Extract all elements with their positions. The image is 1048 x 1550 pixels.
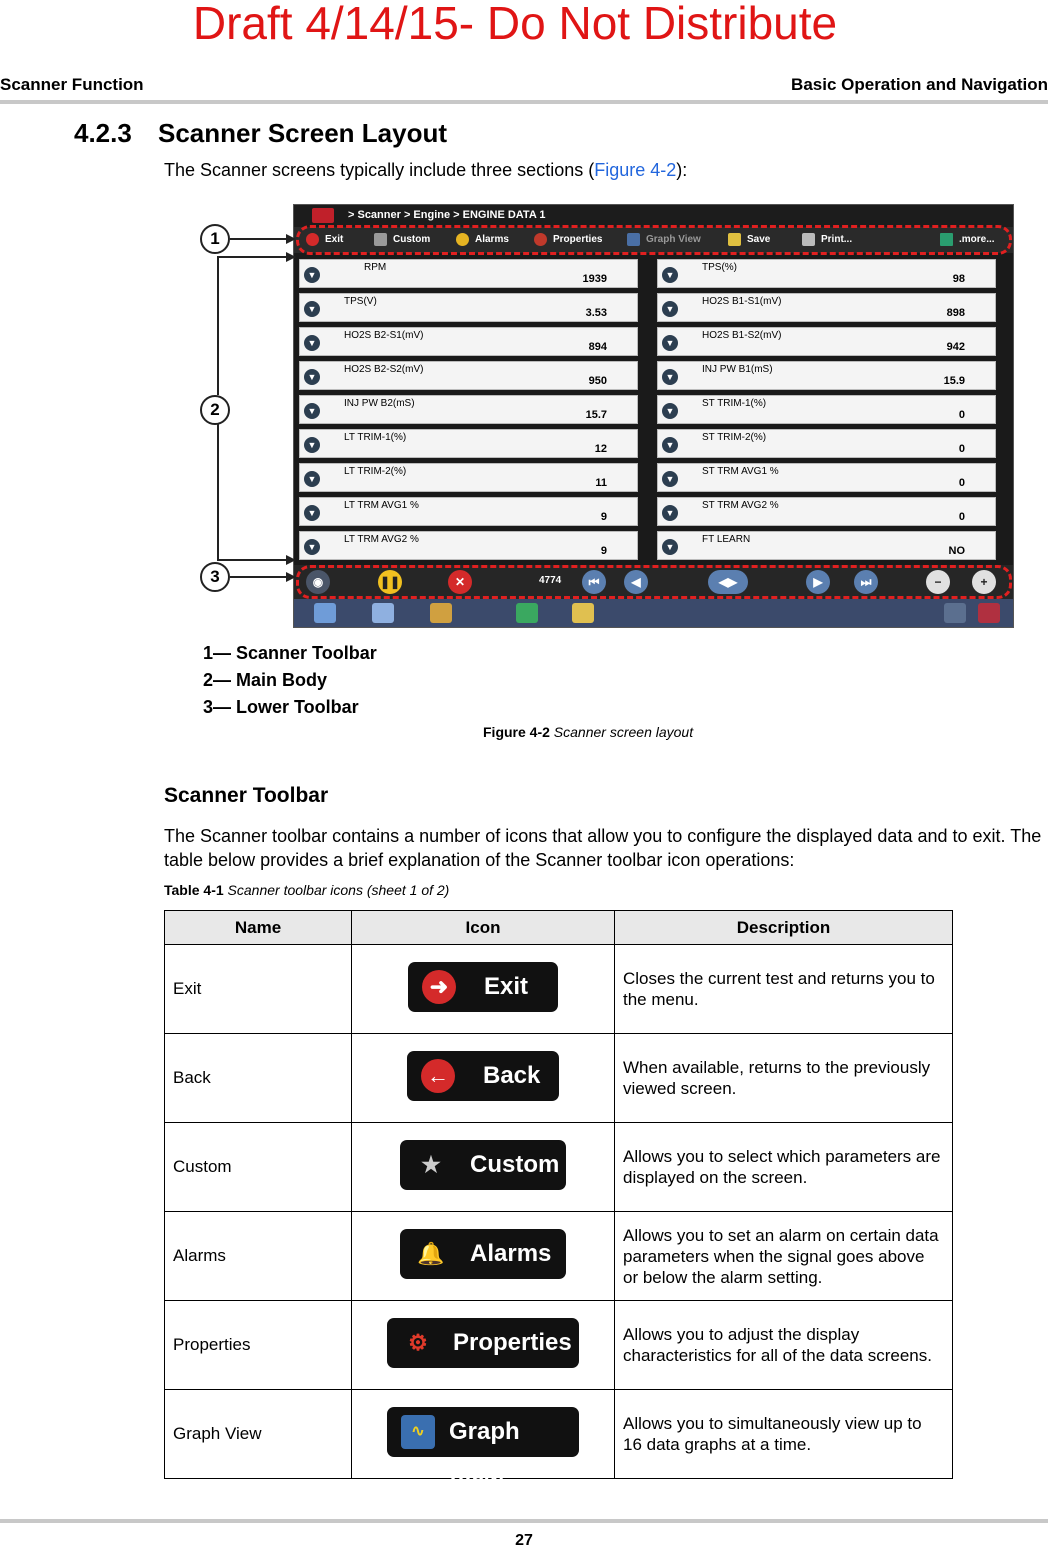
param-name: HO2S B2-S2(mV): [344, 364, 424, 375]
row-icon-cell: [352, 1123, 615, 1212]
param-value: 15.7: [585, 409, 607, 421]
row-description: Allows you to adjust the display characteristics for all of the data screens.: [615, 1301, 953, 1390]
row-name: Custom: [165, 1123, 352, 1212]
chevron-down-icon[interactable]: ▼: [662, 403, 678, 419]
chevron-down-icon[interactable]: ▼: [662, 301, 678, 317]
table-caption-text: Scanner toolbar icons (sheet 1 of 2): [223, 882, 450, 898]
skip-forward-icon[interactable]: ⏭: [854, 570, 878, 594]
icon-label: Back: [483, 1061, 541, 1089]
toolbar-label: Properties: [553, 234, 603, 245]
header-description: Description: [615, 911, 953, 945]
row-description: Closes the current test and returns you to the menu.: [615, 945, 953, 1034]
zoom-out-icon[interactable]: −: [926, 570, 950, 594]
bell-icon: 🔔: [417, 1240, 445, 1266]
waveform-icon: ∿: [401, 1415, 435, 1449]
chevron-down-icon[interactable]: ▼: [304, 301, 320, 317]
param-name: RPM: [364, 262, 387, 273]
param-name: LT TRM AVG1 %: [344, 500, 419, 511]
subsection-heading: Scanner Toolbar: [164, 784, 329, 807]
icon-label: Graph View: [449, 1417, 520, 1495]
param-name: FT LEARN: [702, 534, 751, 545]
table-row: [165, 1123, 953, 1212]
param-name: TPS(%): [702, 262, 737, 273]
row-icon-cell: [352, 1212, 615, 1301]
table-row: [165, 1212, 953, 1301]
param-value: 898: [946, 307, 965, 319]
close-icon[interactable]: ✕: [448, 570, 472, 594]
camera-icon[interactable]: ◉: [306, 570, 330, 594]
caption-label: Figure 4-2: [483, 724, 550, 740]
param-value: 894: [588, 341, 607, 353]
param-name: ST TRIM-2(%): [702, 432, 767, 443]
arrow-left-icon: ←: [421, 1059, 455, 1093]
step-forward-icon[interactable]: ▶: [806, 570, 830, 594]
toolbar-label: .more...: [959, 234, 995, 245]
skip-back-icon[interactable]: ⏮: [582, 570, 606, 594]
param-value: 3.53: [585, 307, 607, 319]
table-row: [165, 1034, 953, 1123]
row-icon-cell: [352, 945, 615, 1034]
chevron-down-icon[interactable]: ▼: [304, 471, 320, 487]
param-value: 11: [595, 477, 607, 489]
param-value: 0: [958, 409, 965, 421]
table-row: [165, 1390, 953, 1479]
alarms-button-image: [400, 1229, 566, 1279]
param-name: ST TRIM-1(%): [702, 398, 767, 409]
param-value: 0: [958, 511, 965, 523]
callout-leaders: [0, 0, 1048, 640]
param-value: 0: [958, 477, 965, 489]
chevron-down-icon[interactable]: ▼: [662, 471, 678, 487]
exit-button-image: [408, 962, 558, 1012]
row-name: Back: [165, 1034, 352, 1123]
param-value: 1939: [582, 273, 607, 285]
row-name: Properties: [165, 1301, 352, 1390]
toolbar-label: Save: [747, 234, 771, 245]
table-header-row: [165, 911, 953, 945]
param-name: ST TRM AVG2 %: [702, 500, 779, 511]
toolbar-label: Print...: [821, 234, 853, 245]
param-name: HO2S B1-S2(mV): [702, 330, 782, 341]
figure-caption: [483, 724, 693, 740]
footer-divider: [0, 1519, 1048, 1523]
param-name: LT TRIM-2(%): [344, 466, 407, 477]
arrow-right-icon: ➜: [422, 970, 456, 1004]
legend-item: 2— Main Body: [203, 670, 328, 690]
param-name: INJ PW B2(mS): [344, 398, 415, 409]
properties-button-image: [387, 1318, 579, 1368]
icon-label: Exit: [484, 972, 529, 1000]
section-title: Scanner Screen Layout: [158, 118, 447, 148]
icon-label: Alarms: [470, 1239, 552, 1267]
row-icon-cell: [352, 1034, 615, 1123]
param-value: 0: [958, 443, 965, 455]
header-icon: Icon: [352, 911, 615, 945]
param-value: NO: [948, 545, 965, 557]
figure-link[interactable]: Figure 4-2: [594, 160, 677, 180]
param-value: 12: [594, 443, 607, 455]
chevron-down-icon[interactable]: ▼: [304, 539, 320, 555]
param-name: INJ PW B1(mS): [702, 364, 773, 375]
running-header-left: Scanner Function: [0, 75, 144, 94]
chevron-down-icon[interactable]: ▼: [662, 505, 678, 521]
chevron-down-icon[interactable]: ▼: [662, 335, 678, 351]
table-caption-label: Table 4-1: [164, 882, 224, 898]
row-name: Exit: [165, 945, 352, 1034]
row-name: Alarms: [165, 1212, 352, 1301]
breadcrumb-text: > Scanner > Engine > ENGINE DATA 1: [348, 209, 546, 221]
param-name: HO2S B1-S1(mV): [702, 296, 782, 307]
param-name: LT TRM AVG2 %: [344, 534, 419, 545]
chevron-down-icon[interactable]: ▼: [662, 267, 678, 283]
row-description: Allows you to select which parameters are displayed on the screen.: [615, 1123, 953, 1212]
row-description: Allows you to simultaneously view up to 16 data graphs at a time.: [615, 1390, 953, 1479]
custom-button-image: [400, 1140, 566, 1190]
callout-2: 2: [200, 395, 230, 425]
icon-label: Custom: [470, 1150, 560, 1178]
row-name: Graph View: [165, 1390, 352, 1479]
chevron-down-icon[interactable]: ▼: [304, 505, 320, 521]
running-header-right: Basic Operation and Navigation: [791, 75, 1048, 94]
page-number: 27: [515, 1532, 533, 1549]
legend-item: 1— Scanner Toolbar: [203, 643, 377, 663]
intro-text-end: ):: [676, 160, 688, 180]
toolbar-label: Graph View: [646, 234, 701, 245]
chevron-down-icon[interactable]: ▼: [304, 369, 320, 385]
draft-watermark: Draft 4/14/15- Do Not Distribute: [192, 0, 838, 49]
chevron-down-icon[interactable]: ▼: [662, 539, 678, 555]
chevron-down-icon[interactable]: ▼: [304, 437, 320, 453]
table-caption: [164, 882, 449, 898]
section-number: 4.2.3: [74, 118, 132, 148]
toolbar-label: Custom: [393, 234, 431, 245]
chevron-down-icon[interactable]: ▼: [304, 267, 320, 283]
param-value: 15.9: [943, 375, 965, 387]
row-description: When available, returns to the previously viewed screen.: [615, 1034, 953, 1123]
graph-view-button-image: [387, 1407, 579, 1495]
zoom-in-icon[interactable]: +: [972, 570, 996, 594]
param-value: 98: [952, 273, 965, 285]
chevron-down-icon[interactable]: ▼: [304, 403, 320, 419]
chevron-down-icon[interactable]: ▼: [662, 437, 678, 453]
callout-1: 1: [200, 224, 230, 254]
param-value: 950: [588, 375, 607, 387]
table-row: [165, 945, 953, 1034]
intro-text: The Scanner screens typically include three sections (: [164, 160, 595, 180]
gear-icon: ⚙: [408, 1329, 428, 1355]
row-icon-cell: [352, 1390, 615, 1495]
param-name: TPS(V): [344, 296, 377, 307]
param-name: ST TRM AVG1 %: [702, 466, 779, 477]
param-name: HO2S B2-S1(mV): [344, 330, 424, 341]
pause-icon[interactable]: ❚❚: [378, 570, 402, 594]
row-icon-cell: [352, 1301, 615, 1390]
param-value: 9: [600, 511, 607, 523]
caption-text: Scanner screen layout: [549, 724, 694, 740]
scrub-handle-icon[interactable]: ◀▶: [708, 570, 748, 594]
back-button-image: [407, 1051, 559, 1101]
star-icon: ★: [421, 1151, 441, 1177]
chevron-down-icon[interactable]: ▼: [662, 369, 678, 385]
body-paragraph: The Scanner toolbar contains a number of icons that allow you to configure the displayed data and to exit. The table below provides a brief explanation of the Scanner toolbar icon operations:: [164, 826, 1042, 870]
toolbar-label: Exit: [325, 234, 344, 245]
row-description: Allows you to set an alarm on certain data parameters when the signal goes above or below the alarm setting.: [615, 1212, 953, 1301]
table-row: [165, 1301, 953, 1390]
icon-label: Properties: [453, 1328, 572, 1356]
toolbar-icons-table: [164, 910, 953, 1495]
chevron-down-icon[interactable]: ▼: [304, 335, 320, 351]
step-back-icon[interactable]: ◀: [624, 570, 648, 594]
header-name: Name: [165, 911, 352, 945]
toolbar-label: Alarms: [475, 234, 509, 245]
callout-3: 3: [200, 562, 230, 592]
param-value: 942: [946, 341, 965, 353]
param-name: LT TRIM-1(%): [344, 432, 407, 443]
param-value: 9: [600, 545, 607, 557]
frame-counter: 4774: [539, 575, 562, 586]
legend-item: 3— Lower Toolbar: [203, 697, 359, 717]
